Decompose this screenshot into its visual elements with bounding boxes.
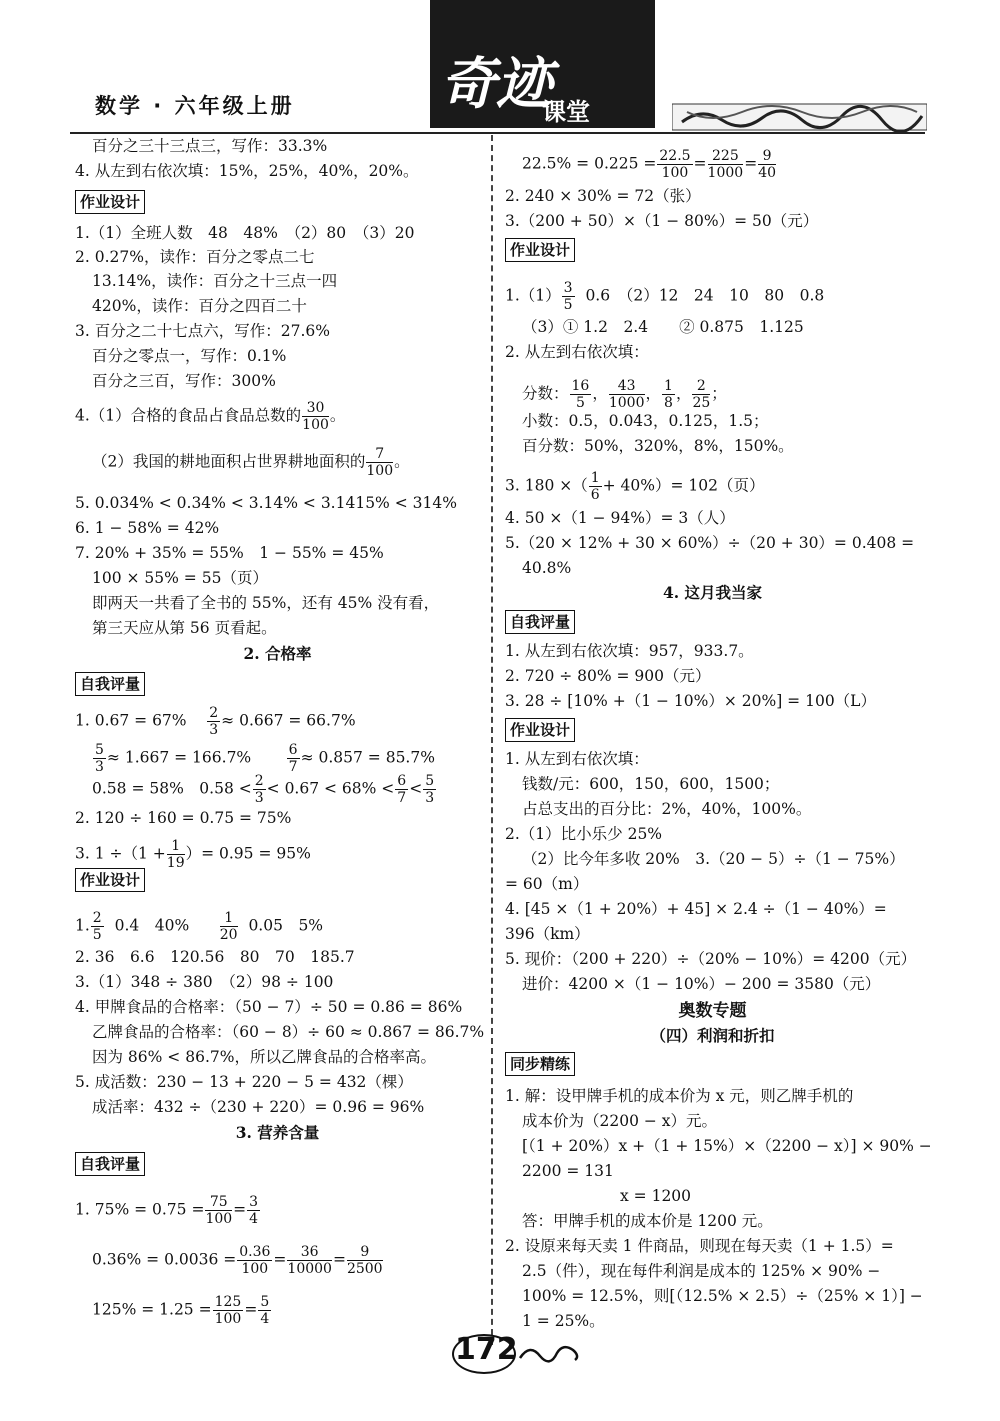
text-line: 百分之三百，写作：300% — [92, 372, 276, 390]
fraction: $\frac{1}{8}$ — [664, 378, 673, 411]
text-line: 1. 解：设甲牌手机的成本价为 x 元，则乙牌手机的 — [505, 1087, 854, 1105]
text-line: 100 × 55% = 55（页） — [92, 569, 268, 587]
text-line: 1. 从左到右依次填：957，933.7。 — [505, 642, 754, 660]
fraction: $\frac{125}{100}$ — [214, 1294, 242, 1327]
text-line: 1.（1）全班人数 48 48% （2）80 （3）20 — [75, 224, 415, 242]
header-ornament-icon — [672, 102, 927, 132]
text-line: 420%，读作：百分之四百二十 — [92, 297, 307, 315]
text-line: 即两天一共看了全书的 55%，还有 45% 没有看， — [92, 594, 440, 612]
text-line: 百分数：50%，320%，8%，150%。 — [522, 437, 794, 455]
text-line: 4. 从左到右依次填：15%，25%，40%，20%。 — [75, 162, 419, 180]
text-line: 5.（20 × 12% + 30 × 60%）÷（20 + 30）= 0.408 = — [505, 534, 915, 552]
text-line: 22.5% = 0.225 = $\frac{22.5}{100}$ = $\frac{225}{1000}$ = $\frac{9}{40}$ — [522, 148, 777, 181]
text-line: 6. 1 − 58% = 42% — [75, 519, 220, 537]
section-label-self-eval: 自我评量 — [505, 610, 575, 634]
fraction: $\frac{2}{3}$ — [209, 705, 219, 738]
header-rule — [70, 132, 925, 134]
text-line: $\frac{5}{3}$ ≈ 1.667 = 166.7% $\frac{6}{7}$ ≈ 0.857 = 85.7% — [95, 742, 435, 775]
section-label-homework: 作业设计 — [75, 868, 145, 892]
text-line: 因为 86% < 86.7%，所以乙牌食品的合格率高。 — [92, 1048, 436, 1066]
text-line: 100% = 12.5%，则[（12.5% × 2.5）÷（25% × 1）] − — [522, 1287, 923, 1305]
text-line: 5. 成活数：230 − 13 + 220 − 5 = 432（棵） — [75, 1073, 413, 1091]
text-line: 百分之零点一，写作：0.1% — [92, 347, 287, 365]
text-line: 1. $\frac{2}{5}$ 0.4 40% $\frac{1}{20}$ 0.05 5% — [75, 910, 324, 943]
text-line: 5. 现价：（200 + 220）÷（20% − 10%）= 4200（元） — [505, 950, 917, 968]
text-line: 2. 从左到右依次填： — [505, 343, 649, 361]
text-line: 4.（1）合格的食品占食品总数的 $\frac{30}{100}$ 。 — [75, 400, 346, 433]
text-line: 125% = 1.25 = $\frac{125}{100}$ = $\frac{5}{4}$ — [92, 1294, 270, 1327]
fraction: $\frac{43}{1000}$ — [608, 378, 645, 411]
text-line: 13.14%，读作：百分之十三点一四 — [92, 272, 338, 290]
text-line: 0.36% = 0.0036 = $\frac{0.36}{100}$ = $\frac{36}{10000}$ = $\frac{9}{2500}$ — [92, 1244, 383, 1277]
text-line: 4. 甲牌食品的合格率：（50 − 7）÷ 50 = 0.86 = 86% — [75, 998, 463, 1016]
text-line: 成活率：432 ÷（230 + 220）= 0.96 = 96% — [92, 1098, 425, 1116]
fraction: $\frac{1}{19}$ — [166, 838, 185, 871]
text-line: 小数：0.5，0.043，0.125，1.5； — [522, 412, 769, 430]
text-line: 4. [45 ×（1 + 20%）+ 45] × 2.4 ÷（1 − 40%）= — [505, 900, 887, 918]
section-heading: 奥数专题 — [678, 1001, 747, 1021]
fraction: $\frac{3}{4}$ — [249, 1194, 259, 1227]
fraction: $\frac{7}{100}$ — [366, 446, 394, 479]
fraction: $\frac{9}{2500}$ — [346, 1244, 383, 1277]
text-line: 百分之三十三点三，写作：33.3% — [92, 137, 328, 155]
fraction: $\frac{30}{100}$ — [302, 400, 329, 433]
fraction: $\frac{6}{7}$ — [288, 742, 298, 775]
fraction: $\frac{1}{6}$ — [590, 470, 600, 503]
text-line: 40.8% — [522, 559, 572, 577]
section-heading: 3. 营养含量 — [235, 1123, 320, 1142]
fraction: $\frac{2}{5}$ — [92, 910, 102, 943]
text-line: （2）我国的耕地面积占世界耕地面积的 $\frac{7}{100}$ 。 — [92, 446, 410, 479]
page-number: 172 — [455, 1332, 518, 1367]
text-line: 2. 0.27%，读作：百分之零点二七 — [75, 248, 315, 266]
text-line: 3.（200 + 50）×（1 − 80%）= 50（元） — [505, 212, 819, 230]
fraction: $\frac{2}{25}$ — [692, 378, 711, 411]
text-line: 1. 从左到右依次填： — [505, 750, 649, 768]
text-line: 钱数/元：600，150，600，1500； — [522, 775, 780, 793]
text-line: 2.5（件），现在每件利润是成本的 125% × 90% − — [522, 1262, 881, 1280]
text-line: 3. 1 ÷（1 + $\frac{1}{19}$ ）= 0.95 = 95% — [75, 838, 311, 871]
section-label-homework: 作业设计 — [505, 718, 575, 742]
text-line: 乙牌食品的合格率：（60 − 8）÷ 60 ≈ 0.867 = 86.7% — [92, 1023, 485, 1041]
fraction: $\frac{2}{3}$ — [254, 773, 264, 806]
text-line: 1. 75% = 0.75 = $\frac{75}{100}$ = $\frac{3}{4}$ — [75, 1194, 259, 1227]
text-line: 占总支出的百分比：2%，40%，100%。 — [522, 800, 812, 818]
text-line: 2. 120 ÷ 160 = 0.75 = 75% — [75, 809, 292, 827]
fraction: $\frac{3}{5}$ — [563, 280, 573, 313]
text-line: 2. 240 × 30% = 72（张） — [505, 187, 701, 205]
brand-logo — [430, 0, 655, 128]
logo-sub-text: 课堂 — [542, 97, 590, 126]
text-line: 第三天应从第 56 页看起。 — [92, 619, 277, 637]
text-line: 1 = 25%。 — [522, 1312, 605, 1330]
text-line: 1.（1） $\frac{3}{5}$ 0.6 （2）12 24 10 80 0.8 — [505, 280, 825, 313]
text-line: 1. 0.67 = 67% $\frac{2}{3}$ ≈ 0.667 = 66.7% — [75, 705, 356, 738]
text-line: 396（km） — [505, 925, 590, 943]
text-line: 0.58 = 58% 0.58 < $\frac{2}{3}$ < 0.67 < 68% < $\frac{6}{7}$ < $\frac{5}{3}$ — [92, 773, 435, 806]
section-heading: （四）利润和折扣 — [650, 1026, 775, 1045]
text-line: 成本价为（2200 − x）元。 — [522, 1112, 718, 1130]
fraction: $\frac{0.36}{100}$ — [239, 1244, 271, 1277]
text-line: 5. 0.034% < 0.34% < 3.14% < 3.1415% < 314% — [75, 494, 457, 512]
fraction: $\frac{5}{3}$ — [425, 773, 435, 806]
fraction: $\frac{5}{3}$ — [95, 742, 104, 775]
section-label-homework: 作业设计 — [75, 190, 145, 214]
text-line: 3. 百分之二十七点六，写作：27.6% — [75, 322, 330, 340]
text-line: 答：甲牌手机的成本价是 1200 元。 — [522, 1212, 773, 1230]
book-title: 数学 · 六年级上册 — [95, 94, 295, 118]
text-line: 4. 50 ×（1 − 94%）= 3（人） — [505, 509, 735, 527]
text-line: 3. 28 ÷ [10% +（1 − 10%）× 20%] = 100（L） — [505, 692, 876, 710]
fraction: $\frac{5}{4}$ — [260, 1294, 270, 1327]
fraction: $\frac{22.5}{100}$ — [659, 148, 691, 181]
fraction: $\frac{225}{1000}$ — [707, 148, 744, 181]
section-label-self-eval: 自我评量 — [75, 1152, 145, 1176]
section-label-self-eval: 自我评量 — [75, 672, 145, 696]
text-line: （3）① 1.2 2.4 ② 0.875 1.125 — [522, 318, 804, 336]
fraction: $\frac{75}{100}$ — [205, 1194, 233, 1227]
text-line: x = 1200 — [620, 1187, 692, 1205]
fraction: $\frac{6}{7}$ — [397, 773, 407, 806]
text-line: 3.（1）348 ÷ 380 （2）98 ÷ 100 — [75, 973, 334, 991]
logo-main-text: 奇迹 — [440, 51, 552, 117]
text-line: 3. 180 ×（ $\frac{1}{6}$ + 40%）= 102（页） — [505, 470, 765, 503]
text-line: 分数： $\frac{16}{5}$ ， $\frac{43}{1000}$ ， $\frac{1}{8}$ ， $\frac{2}{25}$ ； — [522, 378, 727, 411]
text-line: 7. 20% + 35% = 55% 1 − 55% = 45% — [75, 544, 384, 562]
swirl-ornament-icon — [515, 1338, 585, 1368]
section-label-practice: 同步精练 — [505, 1052, 575, 1076]
section-label-homework: 作业设计 — [505, 238, 575, 262]
fraction: $\frac{16}{5}$ — [571, 378, 590, 411]
section-heading: 4. 这月我当家 — [662, 583, 763, 602]
fraction: $\frac{36}{10000}$ — [287, 1244, 332, 1277]
text-line: = 60（m） — [505, 875, 589, 893]
text-line: 2. 设原来每天卖 1 件商品，则现在每天卖（1 + 1.5）= — [505, 1237, 894, 1255]
section-heading: 2. 合格率 — [243, 644, 312, 663]
fraction: $\frac{9}{40}$ — [758, 148, 777, 181]
column-divider — [491, 135, 493, 1345]
text-line: 2.（1）比小乐少 25% — [505, 825, 663, 843]
fraction: $\frac{1}{20}$ — [219, 910, 238, 943]
text-line: 2200 = 131 — [522, 1162, 614, 1180]
text-line: （2）比今年多收 20% 3.（20 − 5）÷（1 − 75%） — [522, 850, 905, 868]
text-line: 进价：4200 ×（1 − 10%）− 200 = 3580（元） — [522, 975, 881, 993]
text-line: [（1 + 20%）x +（1 + 15%）×（2200 − x）] × 90% − — [522, 1137, 932, 1155]
text-line: 2. 720 ÷ 80% = 900（元） — [505, 667, 711, 685]
text-line: 2. 36 6.6 120.56 80 70 185.7 — [75, 948, 355, 966]
